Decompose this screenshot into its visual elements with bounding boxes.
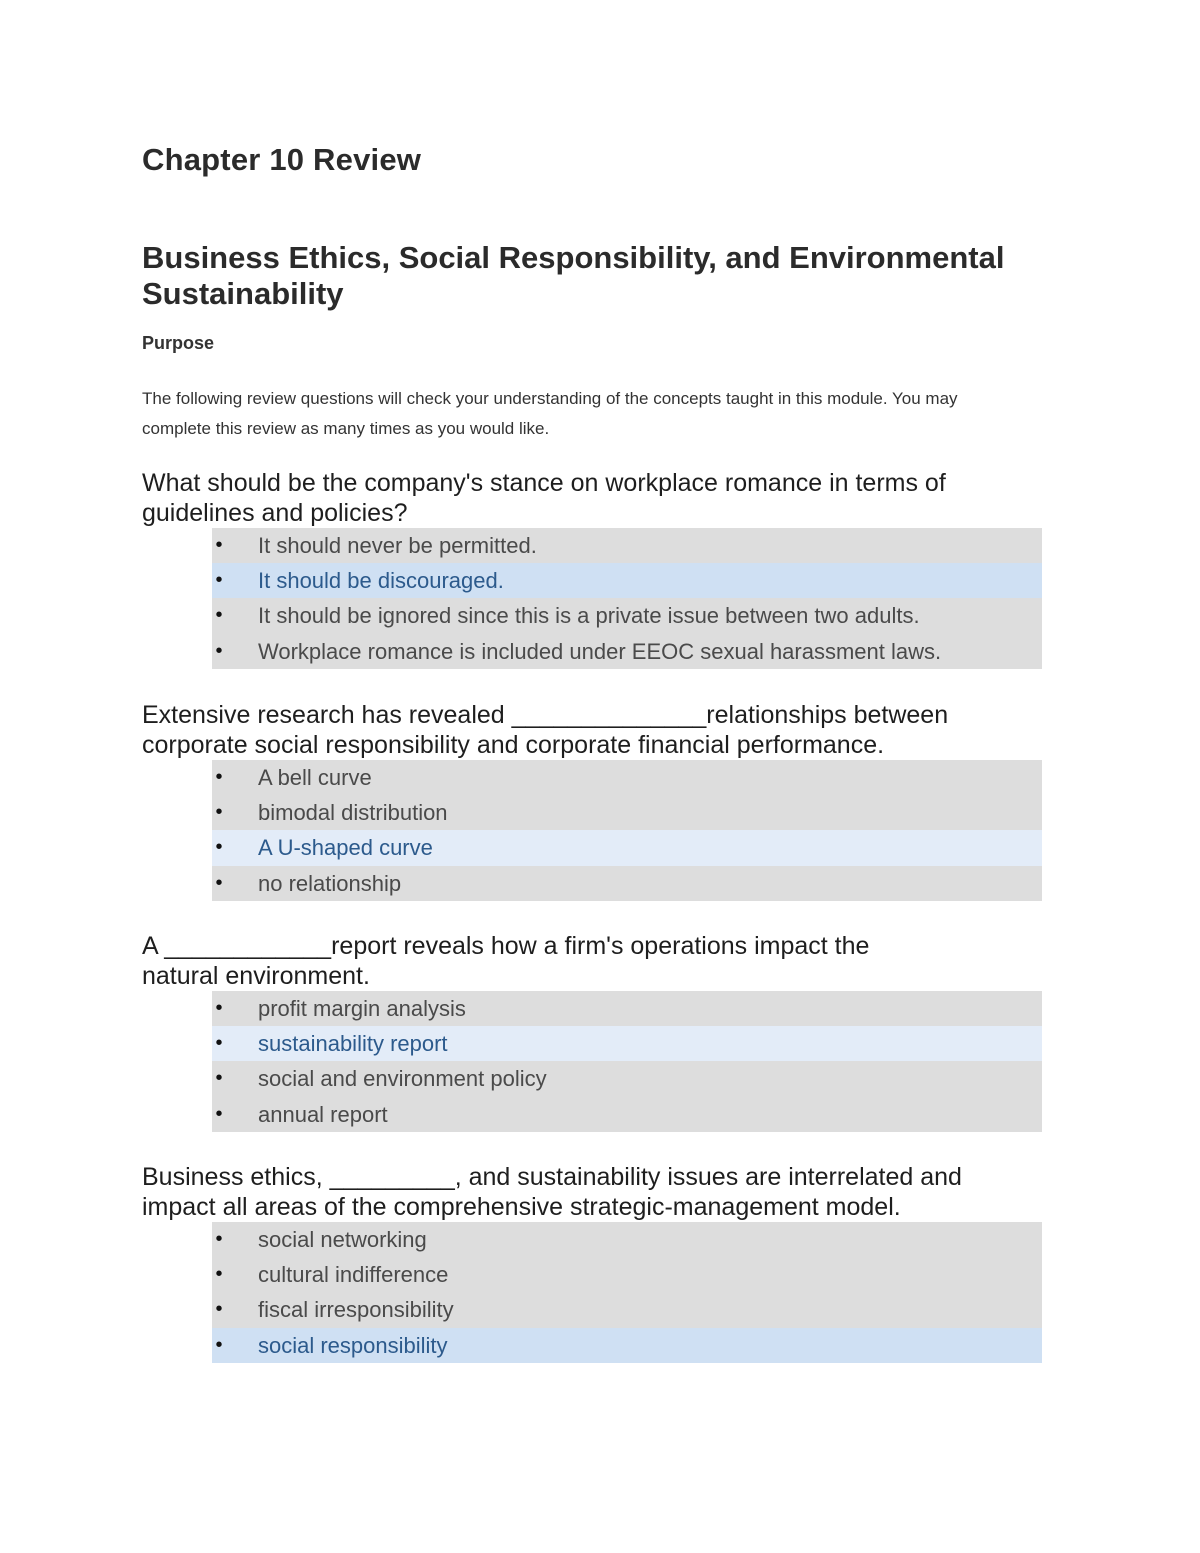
answer-option-selected[interactable] [212,1328,1042,1363]
bullet-icon: • [215,871,223,894]
question-1 [142,468,1042,669]
answer-option[interactable] [212,991,1042,1026]
bullet-icon: • [215,604,223,627]
bullet-icon: • [215,639,223,662]
answer-options [212,1222,1042,1363]
answer-option[interactable] [212,528,1042,563]
answer-option[interactable] [212,760,1042,795]
answer-option-label: It should be discouraged. [258,568,504,594]
answer-option-label: Workplace romance is included under EEOC sexual harassment laws. [258,638,942,664]
answer-option[interactable] [212,866,1042,901]
purpose-text: The following review questions will check your understanding of the concepts taught in this module. You may complete this review as many times as you would like. [142,389,958,438]
bullet-icon: • [215,836,223,859]
answer-option-label: sustainability report [258,1031,448,1057]
answer-option-selected[interactable] [212,830,1042,865]
answer-option-label: no relationship [258,870,402,896]
answer-options [212,528,1042,669]
answer-options [212,991,1042,1132]
question-text: Business ethics, _________, and sustainability issues are interrelated and impact all areas of the comprehensive strategic-management model. [142,1163,962,1221]
answer-option[interactable] [212,795,1042,830]
answer-option[interactable] [212,1061,1042,1096]
page-title: Chapter 10 Review [142,142,422,177]
answer-option-label: cultural indifference [258,1262,449,1288]
question-4 [142,1162,1042,1363]
answer-option-selected[interactable] [212,1026,1042,1061]
answer-option-label: social responsibility [258,1332,448,1358]
answer-option-label: annual report [258,1101,388,1127]
purpose-heading: Purpose [142,333,215,353]
module-subtitle: Business Ethics, Social Responsibility, and Environmental Sustainability [142,240,1005,311]
question-2 [142,700,1042,901]
answer-option-label: social and environment policy [258,1066,547,1092]
bullet-icon: • [215,1228,223,1250]
bullet-icon: • [215,569,223,592]
answer-option-label: A U-shaped curve [258,835,433,861]
answer-option[interactable] [212,634,1042,669]
answer-option-label: A bell curve [258,765,372,790]
question-text: A ____________report reveals how a firm's operations impact the natural environment. [142,932,870,990]
bullet-icon: • [215,766,223,788]
answer-option-label: fiscal irresponsibility [258,1297,454,1323]
question-3 [142,931,1042,1132]
bullet-icon: • [215,1032,223,1055]
bullet-icon: • [215,1263,223,1286]
answer-option-label: bimodal distribution [258,800,448,826]
answer-option-label: social networking [258,1227,427,1252]
question-text: What should be the company's stance on workplace romance in terms of guidelines and policies? [142,469,946,527]
bullet-icon: • [215,1298,223,1321]
question-text: Extensive research has revealed ______________relationships between corporate social responsibility and corporate financial performance. [142,701,949,759]
bullet-icon: • [215,1067,223,1090]
answer-option-selected[interactable] [212,563,1042,598]
bullet-icon: • [215,801,223,824]
answer-options [212,760,1042,901]
bullet-icon: • [215,534,223,556]
answer-option[interactable] [212,1222,1042,1257]
answer-option-label: profit margin analysis [258,996,466,1021]
bullet-icon: • [215,1102,223,1125]
bullet-icon: • [215,1333,223,1356]
answer-option[interactable] [212,1257,1042,1292]
answer-option[interactable] [212,1097,1042,1132]
bullet-icon: • [215,997,223,1019]
answer-option[interactable] [212,1292,1042,1327]
answer-option[interactable] [212,598,1042,633]
answer-option-label: It should be ignored since this is a private issue between two adults. [258,603,920,629]
answer-option-label: It should never be permitted. [258,533,537,558]
